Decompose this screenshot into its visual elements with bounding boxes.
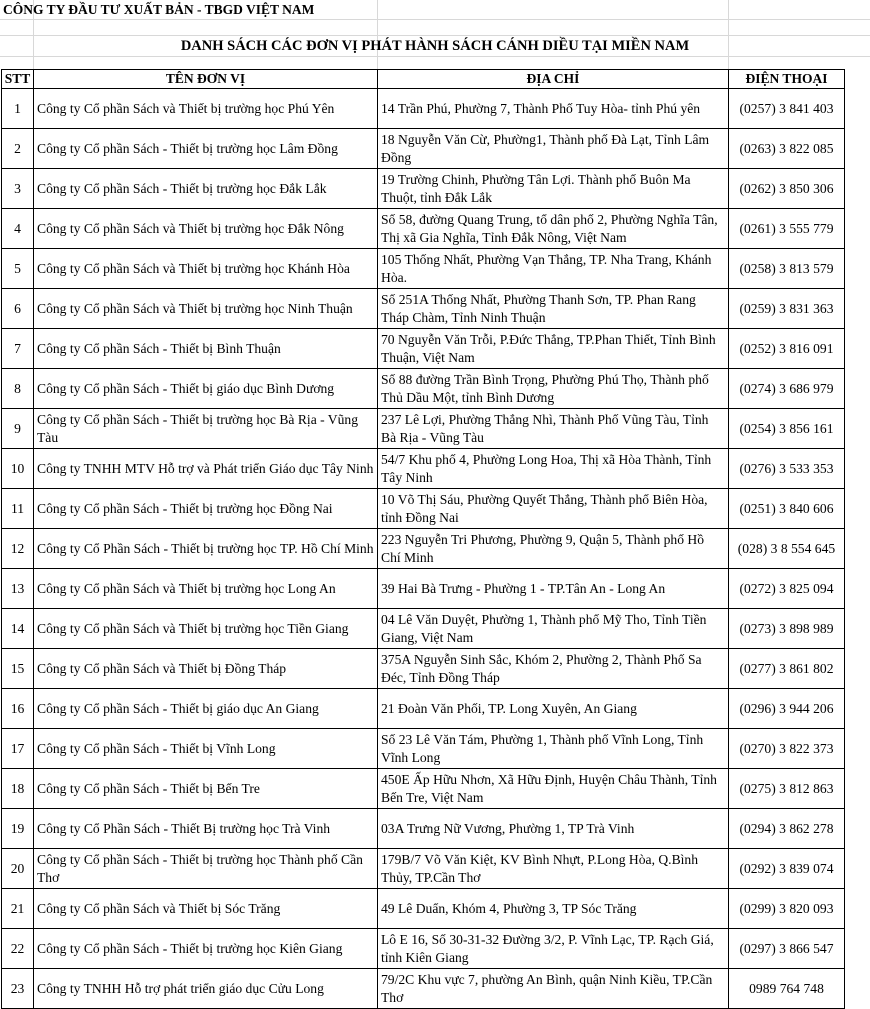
row-phone-cell bbox=[729, 849, 845, 889]
row-address-cell bbox=[378, 729, 729, 769]
row-unit-name-cell bbox=[34, 969, 378, 1009]
table-row bbox=[2, 929, 845, 969]
row-stt: 15 bbox=[10, 660, 25, 676]
row-phone: (0261) 3 555 779 bbox=[739, 220, 834, 236]
row-stt-cell bbox=[2, 209, 34, 249]
row-unit-name: Công ty Cổ phần Sách và Thiết bị trường học Long An bbox=[37, 580, 336, 596]
row-phone: (0258) 3 813 579 bbox=[739, 260, 834, 276]
document-title: DANH SÁCH CÁC ĐƠN VỊ PHÁT HÀNH SÁCH CÁNH DIỀU TẠI MIỀN NAM bbox=[180, 38, 690, 54]
row-phone: (0272) 3 825 094 bbox=[739, 580, 834, 596]
row-unit-name-cell bbox=[34, 689, 378, 729]
row-stt-cell bbox=[2, 129, 34, 169]
row-stt-cell bbox=[2, 769, 34, 809]
row-phone-cell bbox=[729, 289, 845, 329]
row-stt-cell bbox=[2, 369, 34, 409]
table-row bbox=[2, 889, 845, 929]
row-phone-cell bbox=[729, 729, 845, 769]
row-unit-name: Công ty Cổ phần Sách - Thiết bị trường học Kiên Giang bbox=[37, 940, 343, 956]
row-address-cell bbox=[378, 89, 729, 129]
row-address-cell bbox=[378, 849, 729, 889]
row-address-cell bbox=[378, 809, 729, 849]
table-row bbox=[2, 569, 845, 609]
row-stt-cell bbox=[2, 689, 34, 729]
row-phone: (0259) 3 831 363 bbox=[739, 300, 834, 316]
row-unit-name-cell bbox=[34, 209, 378, 249]
company-name: CÔNG TY ĐẦU TƯ XUẤT BẢN - TBGD VIỆT NAM bbox=[3, 2, 315, 17]
row-phone-cell bbox=[729, 889, 845, 929]
row-address: 79/2C Khu vực 7, phường An Bình, quận Ninh Kiều, TP.Cần Thơ bbox=[381, 971, 713, 1005]
row-stt-cell bbox=[2, 569, 34, 609]
row-stt: 10 bbox=[10, 460, 25, 476]
row-phone: (0276) 3 533 353 bbox=[739, 460, 834, 476]
row-stt: 19 bbox=[10, 820, 25, 836]
row-unit-name: Công ty Cổ phần Sách - Thiết bị trường học Bà Rịa - Vũng Tàu bbox=[37, 411, 359, 445]
row-address: Số 251A Thống Nhất, Phường Thanh Sơn, TP. Phan Rang Tháp Chàm, Tỉnh Ninh Thuận bbox=[381, 291, 696, 325]
row-stt: 4 bbox=[14, 220, 21, 236]
row-phone-cell bbox=[729, 569, 845, 609]
row-stt: 6 bbox=[14, 300, 21, 316]
row-phone-cell bbox=[729, 689, 845, 729]
row-phone: (0297) 3 866 547 bbox=[739, 940, 834, 956]
table-row bbox=[2, 769, 845, 809]
row-phone: (0274) 3 686 979 bbox=[739, 380, 834, 396]
row-stt-cell bbox=[2, 929, 34, 969]
table-row bbox=[2, 849, 845, 889]
row-address-cell bbox=[378, 329, 729, 369]
row-stt: 14 bbox=[10, 620, 25, 636]
row-phone: (0277) 3 861 802 bbox=[739, 660, 834, 676]
row-stt-cell bbox=[2, 849, 34, 889]
row-stt-cell bbox=[2, 249, 34, 289]
row-stt: 7 bbox=[14, 340, 21, 356]
row-address: 49 Lê Duẩn, Khóm 4, Phường 3, TP Sóc Trăng bbox=[381, 900, 637, 916]
row-address: 19 Trường Chinh, Phường Tân Lợi. Thành phố Buôn Ma Thuột, tỉnh Đắk Lắk bbox=[381, 171, 691, 205]
row-unit-name-cell bbox=[34, 169, 378, 209]
row-stt: 8 bbox=[14, 380, 21, 396]
row-unit-name-cell bbox=[34, 329, 378, 369]
row-address-cell bbox=[378, 889, 729, 929]
row-address-cell bbox=[378, 609, 729, 649]
row-unit-name: Công ty Cổ phần Sách - Thiết bị giáo dục Bình Dương bbox=[37, 380, 335, 396]
row-phone: (0254) 3 856 161 bbox=[739, 420, 834, 436]
row-address-cell bbox=[378, 689, 729, 729]
row-stt: 3 bbox=[14, 180, 21, 196]
row-phone-cell bbox=[729, 249, 845, 289]
row-stt-cell bbox=[2, 289, 34, 329]
row-address: Lô E 16, Số 30-31-32 Đường 3/2, P. Vĩnh Lạc, TP. Rạch Giá, tỉnh Kiên Giang bbox=[381, 931, 714, 965]
table-row bbox=[2, 329, 845, 369]
row-unit-name-cell bbox=[34, 369, 378, 409]
header-name: TÊN ĐƠN VỊ bbox=[34, 70, 378, 89]
row-stt: 13 bbox=[10, 580, 25, 596]
row-unit-name-cell bbox=[34, 489, 378, 529]
row-unit-name-cell bbox=[34, 249, 378, 289]
table-row bbox=[2, 209, 845, 249]
row-phone-cell bbox=[729, 649, 845, 689]
row-stt: 23 bbox=[10, 980, 25, 996]
table-row bbox=[2, 489, 845, 529]
row-stt-cell bbox=[2, 809, 34, 849]
header-stt: STT bbox=[2, 70, 34, 89]
row-phone: 0989 764 748 bbox=[749, 980, 824, 996]
row-unit-name-cell bbox=[34, 409, 378, 449]
row-stt-cell bbox=[2, 729, 34, 769]
row-unit-name: Công ty Cổ phần Sách và Thiết bị trường học Đắk Nông bbox=[37, 220, 344, 236]
row-stt-cell bbox=[2, 609, 34, 649]
table-row bbox=[2, 169, 845, 209]
row-phone: (0251) 3 840 606 bbox=[739, 500, 834, 516]
table-row bbox=[2, 129, 845, 169]
row-stt: 20 bbox=[10, 860, 25, 876]
table-row bbox=[2, 649, 845, 689]
row-phone-cell bbox=[729, 449, 845, 489]
row-address: Số 58, đường Quang Trung, tổ dân phố 2, Phường Nghĩa Tân, Thị xã Gia Nghĩa, Tỉnh Đắk Nông, Việt Nam bbox=[381, 211, 718, 245]
row-address-cell bbox=[378, 169, 729, 209]
row-address-cell bbox=[378, 489, 729, 529]
row-phone: (0275) 3 812 863 bbox=[739, 780, 834, 796]
row-address-cell bbox=[378, 409, 729, 449]
row-unit-name: Công ty Cổ phần Sách - Thiết bị trường học Lâm Đồng bbox=[37, 140, 338, 156]
row-unit-name: Công ty Cổ phần Sách và Thiết bị trường học Phú Yên bbox=[37, 100, 335, 116]
table-row bbox=[2, 809, 845, 849]
row-phone: (0252) 3 816 091 bbox=[739, 340, 834, 356]
row-address: 450E Ấp Hữu Nhơn, Xã Hữu Định, Huyện Châu Thành, Tỉnh Bến Tre, Việt Nam bbox=[381, 771, 717, 805]
table-row bbox=[2, 289, 845, 329]
row-unit-name: Công ty Cổ phần Sách - Thiết bị trường học Đắk Lắk bbox=[37, 180, 327, 196]
row-unit-name: Công ty Cổ phần Sách - Thiết bị Vĩnh Long bbox=[37, 740, 276, 756]
row-stt: 16 bbox=[10, 700, 25, 716]
row-address-cell bbox=[378, 249, 729, 289]
row-address: 14 Trần Phú, Phường 7, Thành Phố Tuy Hòa- tỉnh Phú yên bbox=[381, 100, 701, 116]
row-unit-name-cell bbox=[34, 889, 378, 929]
row-address-cell bbox=[378, 449, 729, 489]
row-phone-cell bbox=[729, 89, 845, 129]
row-address-cell bbox=[378, 969, 729, 1009]
row-stt: 22 bbox=[10, 940, 25, 956]
table-row bbox=[2, 529, 845, 569]
row-stt-cell bbox=[2, 969, 34, 1009]
row-stt-cell bbox=[2, 529, 34, 569]
row-unit-name: Công ty Cổ phần Sách và Thiết bị trường học Khánh Hòa bbox=[37, 260, 350, 276]
row-phone: (0292) 3 839 074 bbox=[739, 860, 834, 876]
table-row bbox=[2, 609, 845, 649]
row-address: 105 Thống Nhất, Phường Vạn Thắng, TP. Nha Trang, Khánh Hòa. bbox=[381, 251, 712, 285]
row-unit-name-cell bbox=[34, 449, 378, 489]
row-phone-cell bbox=[729, 169, 845, 209]
row-phone: (0263) 3 822 085 bbox=[739, 140, 834, 156]
row-unit-name-cell bbox=[34, 649, 378, 689]
table-header-row bbox=[2, 70, 845, 89]
grid-line bbox=[728, 0, 729, 69]
grid-line bbox=[0, 56, 870, 57]
row-phone-cell bbox=[729, 129, 845, 169]
row-unit-name: Công ty TNHH MTV Hỗ trợ và Phát triển Giáo dục Tây Ninh bbox=[37, 460, 374, 476]
header-address: ĐỊA CHỈ bbox=[378, 70, 729, 89]
row-address: 54/7 Khu phố 4, Phường Long Hoa, Thị xã Hòa Thành, Tỉnh Tây Ninh bbox=[381, 451, 712, 485]
row-unit-name: Công ty Cổ phần Sách - Thiết bị Bến Tre bbox=[37, 780, 260, 796]
row-unit-name-cell bbox=[34, 849, 378, 889]
row-unit-name-cell bbox=[34, 529, 378, 569]
row-address-cell bbox=[378, 569, 729, 609]
row-stt: 17 bbox=[10, 740, 25, 756]
row-address-cell bbox=[378, 929, 729, 969]
row-phone: (0257) 3 841 403 bbox=[739, 100, 834, 116]
row-phone-cell bbox=[729, 209, 845, 249]
header-phone: ĐIỆN THOẠI bbox=[729, 70, 845, 89]
row-unit-name: Công ty Cổ phần Sách - Thiết bị trường học Thành phố Cần Thơ bbox=[37, 851, 363, 885]
row-unit-name-cell bbox=[34, 129, 378, 169]
row-stt: 1 bbox=[14, 100, 21, 116]
row-unit-name: Công ty Cổ phần Sách và Thiết bị Sóc Trăng bbox=[37, 900, 281, 916]
row-unit-name-cell bbox=[34, 809, 378, 849]
row-address-cell bbox=[378, 289, 729, 329]
row-address: 375A Nguyễn Sinh Sắc, Khóm 2, Phường 2, Thành Phố Sa Đéc, Tỉnh Đồng Tháp bbox=[381, 651, 702, 685]
row-address-cell bbox=[378, 769, 729, 809]
row-unit-name-cell bbox=[34, 729, 378, 769]
row-address-cell bbox=[378, 129, 729, 169]
row-unit-name: Công ty TNHH Hỗ trợ phát triển giáo dục Cửu Long bbox=[37, 980, 324, 996]
row-stt: 18 bbox=[10, 780, 25, 796]
row-phone: (0296) 3 944 206 bbox=[739, 700, 834, 716]
row-phone-cell bbox=[729, 409, 845, 449]
row-address: Số 88 đường Trần Bình Trọng, Phường Phú Thọ, Thành phố Thủ Dầu Một, tỉnh Bình Dương bbox=[381, 371, 709, 405]
row-stt-cell bbox=[2, 649, 34, 689]
row-stt-cell bbox=[2, 329, 34, 369]
table-row bbox=[2, 969, 845, 1009]
row-address-cell bbox=[378, 209, 729, 249]
row-unit-name: Công ty Cổ phần Sách - Thiết bị giáo dục An Giang bbox=[37, 700, 319, 716]
row-phone-cell bbox=[729, 329, 845, 369]
table-row bbox=[2, 729, 845, 769]
table-row bbox=[2, 409, 845, 449]
row-unit-name: Công ty Cổ Phần Sách - Thiết Bị trường học Trà Vinh bbox=[37, 820, 331, 836]
row-address: 03A Trưng Nữ Vương, Phường 1, TP Trà Vinh bbox=[381, 820, 635, 836]
row-phone: (0273) 3 898 989 bbox=[739, 620, 834, 636]
row-unit-name-cell bbox=[34, 929, 378, 969]
row-stt-cell bbox=[2, 169, 34, 209]
row-phone: (0299) 3 820 093 bbox=[739, 900, 834, 916]
row-unit-name-cell bbox=[34, 769, 378, 809]
row-address: 04 Lê Văn Duyệt, Phường 1, Thành phố Mỹ Tho, Tỉnh Tiền Giang, Việt Nam bbox=[381, 611, 707, 645]
table-row bbox=[2, 449, 845, 489]
table-row bbox=[2, 249, 845, 289]
row-address-cell bbox=[378, 529, 729, 569]
distributors-table bbox=[1, 69, 845, 1009]
row-phone: (0262) 3 850 306 bbox=[739, 180, 834, 196]
table-row bbox=[2, 369, 845, 409]
row-stt: 9 bbox=[14, 420, 21, 436]
row-unit-name: Công ty Cổ phần Sách và Thiết bị Đồng Tháp bbox=[37, 660, 287, 676]
row-address-cell bbox=[378, 369, 729, 409]
row-phone: (0294) 3 862 278 bbox=[739, 820, 834, 836]
row-unit-name-cell bbox=[34, 89, 378, 129]
table-row bbox=[2, 89, 845, 129]
row-address: 10 Võ Thị Sáu, Phường Quyết Thắng, Thành phố Biên Hòa, tỉnh Đồng Nai bbox=[381, 491, 708, 525]
row-phone-cell bbox=[729, 529, 845, 569]
row-phone: (0270) 3 822 373 bbox=[739, 740, 834, 756]
row-stt-cell bbox=[2, 409, 34, 449]
row-phone-cell bbox=[729, 809, 845, 849]
row-phone-cell bbox=[729, 369, 845, 409]
row-unit-name-cell bbox=[34, 609, 378, 649]
row-phone-cell bbox=[729, 969, 845, 1009]
row-unit-name: Công ty Cổ phần Sách - Thiết bị Bình Thuận bbox=[37, 340, 281, 356]
row-stt: 5 bbox=[14, 260, 21, 276]
row-phone-cell bbox=[729, 769, 845, 809]
row-unit-name: Công ty Cổ Phần Sách - Thiết bị trường học TP. Hồ Chí Minh bbox=[37, 540, 374, 556]
row-address: 237 Lê Lợi, Phường Thắng Nhì, Thành Phố Vũng Tàu, Tỉnh Bà Rịa - Vũng Tàu bbox=[381, 411, 709, 445]
row-stt-cell bbox=[2, 889, 34, 929]
row-phone-cell bbox=[729, 929, 845, 969]
row-address: 70 Nguyễn Văn Trỗi, P.Đức Thắng, TP.Phan Thiết, Tỉnh Bình Thuận, Việt Nam bbox=[381, 331, 716, 365]
table-row bbox=[2, 689, 845, 729]
row-unit-name-cell bbox=[34, 289, 378, 329]
row-unit-name: Công ty Cổ phần Sách và Thiết bị trường học Tiền Giang bbox=[37, 620, 349, 636]
row-address: 21 Đoàn Văn Phối, TP. Long Xuyên, An Giang bbox=[381, 700, 637, 716]
row-stt-cell bbox=[2, 489, 34, 529]
row-stt-cell bbox=[2, 89, 34, 129]
row-address: 223 Nguyễn Tri Phương, Phường 9, Quận 5, Thành phố Hồ Chí Minh bbox=[381, 531, 705, 565]
row-stt-cell bbox=[2, 449, 34, 489]
row-unit-name-cell bbox=[34, 569, 378, 609]
row-unit-name: Công ty Cổ phần Sách - Thiết bị trường học Đồng Nai bbox=[37, 500, 333, 516]
row-address: 18 Nguyễn Văn Cừ, Phường1, Thành phố Đà Lạt, Tỉnh Lâm Đồng bbox=[381, 131, 710, 165]
row-unit-name: Công ty Cổ phần Sách và Thiết bị trường học Ninh Thuận bbox=[37, 300, 353, 316]
grid-line bbox=[0, 19, 870, 20]
row-stt: 2 bbox=[14, 140, 21, 156]
row-address: Số 23 Lê Văn Tám, Phường 1, Thành phố Vĩnh Long, Tỉnh Vĩnh Long bbox=[381, 731, 704, 765]
row-address-cell bbox=[378, 649, 729, 689]
row-stt: 12 bbox=[10, 540, 25, 556]
row-phone-cell bbox=[729, 609, 845, 649]
row-phone-cell bbox=[729, 489, 845, 529]
grid-line bbox=[377, 0, 378, 69]
row-address: 179B/7 Võ Văn Kiệt, KV Bình Nhựt, P.Long Hòa, Q.Bình Thủy, TP.Cần Thơ bbox=[381, 851, 699, 885]
row-stt: 21 bbox=[10, 900, 25, 916]
row-stt: 11 bbox=[10, 500, 25, 516]
row-address: 39 Hai Bà Trưng - Phường 1 - TP.Tân An - Long An bbox=[381, 580, 666, 596]
row-phone: (028) 3 8 554 645 bbox=[737, 540, 836, 556]
